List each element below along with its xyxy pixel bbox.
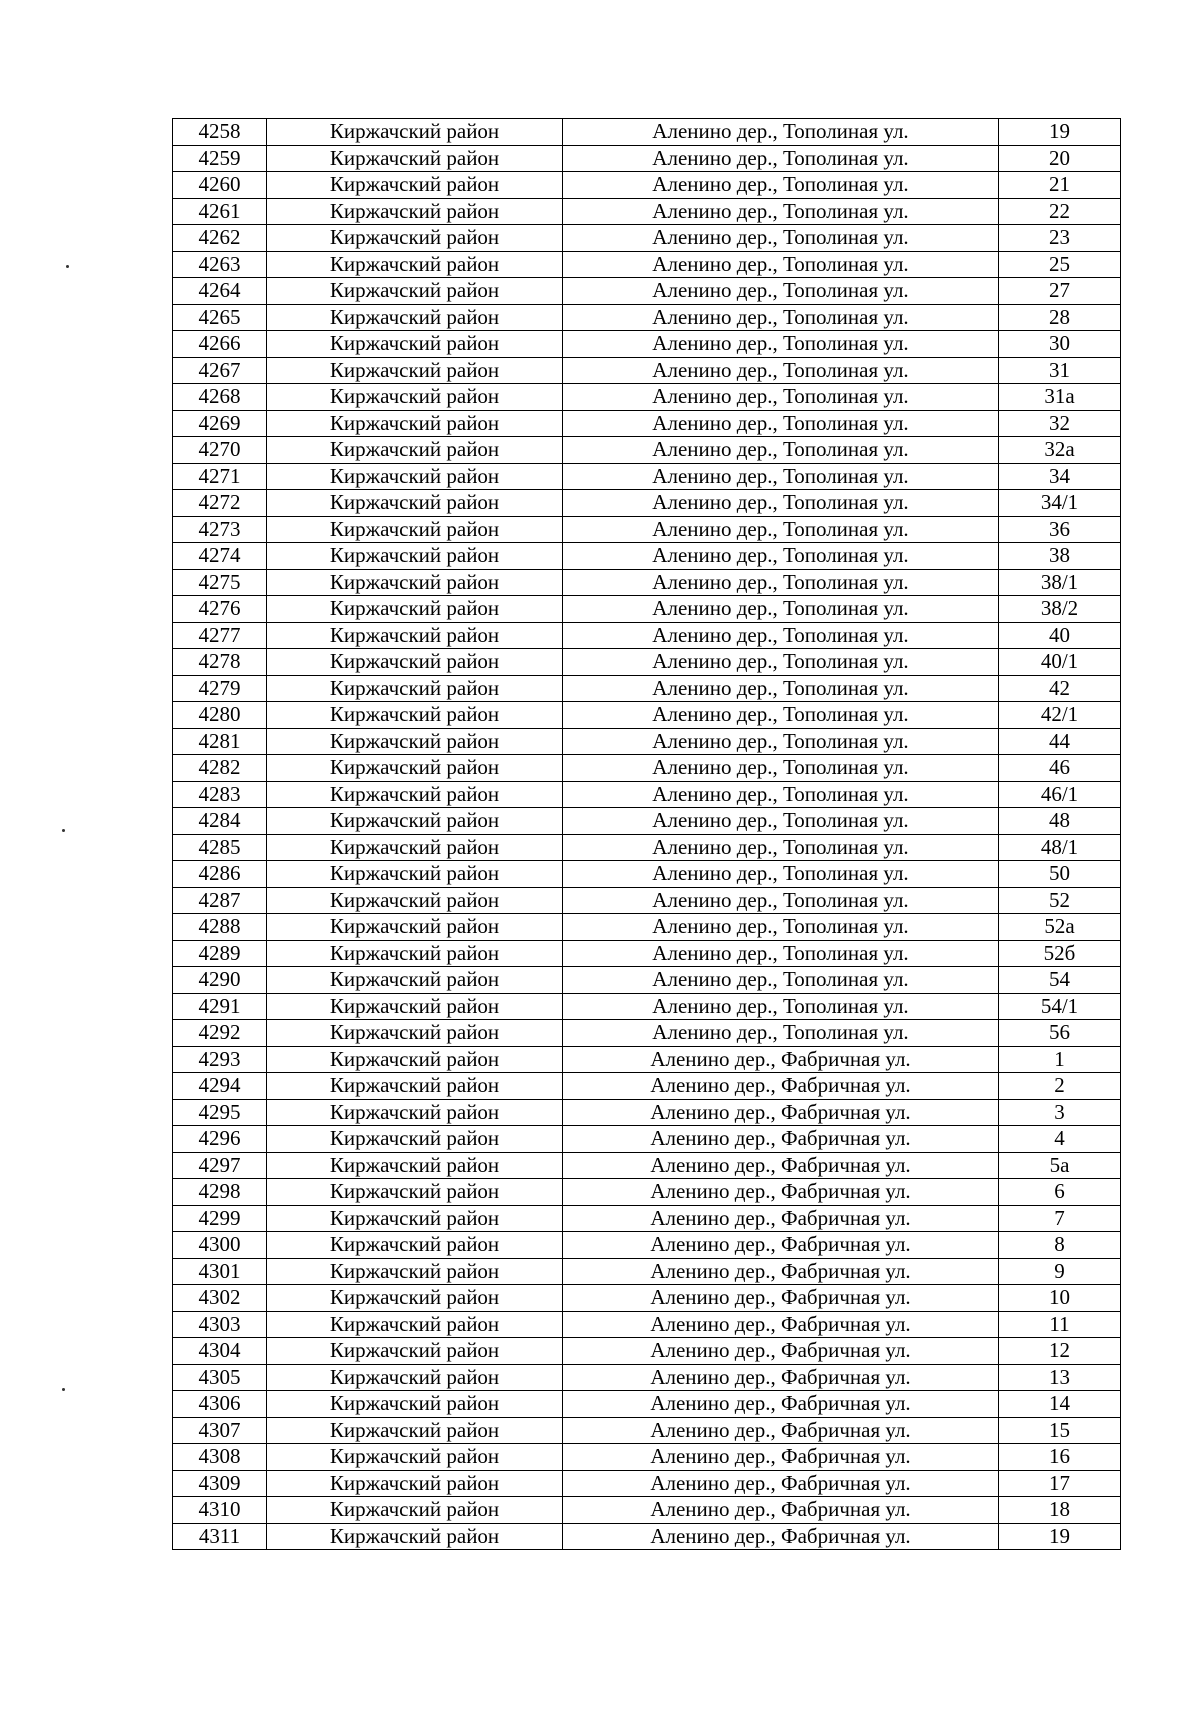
- row-number: 4303: [173, 1311, 267, 1338]
- house-number-cell: 10: [999, 1285, 1121, 1312]
- row-number: 4309: [173, 1470, 267, 1497]
- house-number-cell: 25: [999, 251, 1121, 278]
- table-row: [173, 702, 1121, 729]
- house-number-cell: 19: [999, 119, 1121, 146]
- district-cell: Киржачский район: [267, 198, 563, 225]
- table-row: [173, 1020, 1121, 1047]
- address-cell: Аленино дер., Тополиная ул.: [563, 198, 999, 225]
- row-number: 4272: [173, 490, 267, 517]
- row-number: 4302: [173, 1285, 267, 1312]
- row-number: 4267: [173, 357, 267, 384]
- row-number: 4270: [173, 437, 267, 464]
- district-cell: Киржачский район: [267, 463, 563, 490]
- row-number: 4299: [173, 1205, 267, 1232]
- district-cell: Киржачский район: [267, 490, 563, 517]
- row-number: 4304: [173, 1338, 267, 1365]
- row-number: 4286: [173, 861, 267, 888]
- row-number: 4285: [173, 834, 267, 861]
- address-cell: Аленино дер., Тополиная ул.: [563, 808, 999, 835]
- district-cell: Киржачский район: [267, 808, 563, 835]
- row-number: 4297: [173, 1152, 267, 1179]
- house-number-cell: 46/1: [999, 781, 1121, 808]
- address-cell: Аленино дер., Фабричная ул.: [563, 1232, 999, 1259]
- table-row: [173, 1497, 1121, 1524]
- district-cell: Киржачский район: [267, 1311, 563, 1338]
- table-row: [173, 914, 1121, 941]
- house-number-cell: 16: [999, 1444, 1121, 1471]
- district-cell: Киржачский район: [267, 357, 563, 384]
- house-number-cell: 54/1: [999, 993, 1121, 1020]
- table-row: [173, 1523, 1121, 1550]
- address-cell: Аленино дер., Тополиная ул.: [563, 755, 999, 782]
- district-cell: Киржачский район: [267, 1444, 563, 1471]
- house-number-cell: 52а: [999, 914, 1121, 941]
- address-cell: Аленино дер., Тополиная ул.: [563, 649, 999, 676]
- address-cell: Аленино дер., Фабричная ул.: [563, 1444, 999, 1471]
- table-row: [173, 1338, 1121, 1365]
- address-cell: Аленино дер., Тополиная ул.: [563, 357, 999, 384]
- address-cell: Аленино дер., Фабричная ул.: [563, 1311, 999, 1338]
- district-cell: Киржачский район: [267, 1338, 563, 1365]
- table-row: [173, 251, 1121, 278]
- address-cell: Аленино дер., Фабричная ул.: [563, 1338, 999, 1365]
- row-number: 4281: [173, 728, 267, 755]
- row-number: 4305: [173, 1364, 267, 1391]
- address-cell: Аленино дер., Фабричная ул.: [563, 1126, 999, 1153]
- house-number-cell: 31а: [999, 384, 1121, 411]
- table-row: [173, 1311, 1121, 1338]
- house-number-cell: 56: [999, 1020, 1121, 1047]
- district-cell: Киржачский район: [267, 914, 563, 941]
- table-row: [173, 516, 1121, 543]
- row-number: 4282: [173, 755, 267, 782]
- row-number: 4275: [173, 569, 267, 596]
- row-number: 4292: [173, 1020, 267, 1047]
- table-row: [173, 1152, 1121, 1179]
- house-number-cell: 5а: [999, 1152, 1121, 1179]
- house-number-cell: 1: [999, 1046, 1121, 1073]
- house-number-cell: 6: [999, 1179, 1121, 1206]
- row-number: 4262: [173, 225, 267, 252]
- address-cell: Аленино дер., Фабричная ул.: [563, 1497, 999, 1524]
- district-cell: Киржачский район: [267, 781, 563, 808]
- table-row: [173, 198, 1121, 225]
- address-cell: Аленино дер., Тополиная ул.: [563, 543, 999, 570]
- row-number: 4260: [173, 172, 267, 199]
- district-cell: Киржачский район: [267, 119, 563, 146]
- district-cell: Киржачский район: [267, 516, 563, 543]
- district-cell: Киржачский район: [267, 622, 563, 649]
- address-cell: Аленино дер., Тополиная ул.: [563, 993, 999, 1020]
- scan-speck: [62, 1388, 65, 1391]
- table-row: [173, 728, 1121, 755]
- house-number-cell: 21: [999, 172, 1121, 199]
- table-row: [173, 675, 1121, 702]
- row-number: 4296: [173, 1126, 267, 1153]
- district-cell: Киржачский район: [267, 1152, 563, 1179]
- row-number: 4283: [173, 781, 267, 808]
- district-cell: Киржачский район: [267, 543, 563, 570]
- address-cell: Аленино дер., Тополиная ул.: [563, 437, 999, 464]
- house-number-cell: 48/1: [999, 834, 1121, 861]
- house-number-cell: 28: [999, 304, 1121, 331]
- district-cell: Киржачский район: [267, 728, 563, 755]
- house-number-cell: 2: [999, 1073, 1121, 1100]
- house-number-cell: 44: [999, 728, 1121, 755]
- district-cell: Киржачский район: [267, 1417, 563, 1444]
- table-row: [173, 172, 1121, 199]
- address-cell: Аленино дер., Тополиная ул.: [563, 781, 999, 808]
- district-cell: Киржачский район: [267, 410, 563, 437]
- district-cell: Киржачский район: [267, 702, 563, 729]
- table-row: [173, 569, 1121, 596]
- row-number: 4307: [173, 1417, 267, 1444]
- district-cell: Киржачский район: [267, 569, 563, 596]
- table-row: [173, 940, 1121, 967]
- table-row: [173, 1073, 1121, 1100]
- table-row: [173, 1258, 1121, 1285]
- row-number: 4280: [173, 702, 267, 729]
- district-cell: Киржачский район: [267, 1470, 563, 1497]
- row-number: 4269: [173, 410, 267, 437]
- house-number-cell: 18: [999, 1497, 1121, 1524]
- address-registry-table: [172, 118, 1121, 1550]
- district-cell: Киржачский район: [267, 596, 563, 623]
- address-cell: Аленино дер., Тополиная ул.: [563, 331, 999, 358]
- district-cell: Киржачский район: [267, 1046, 563, 1073]
- district-cell: Киржачский район: [267, 1285, 563, 1312]
- table-row: [173, 1364, 1121, 1391]
- house-number-cell: 36: [999, 516, 1121, 543]
- row-number: 4273: [173, 516, 267, 543]
- house-number-cell: 3: [999, 1099, 1121, 1126]
- table-row: [173, 490, 1121, 517]
- row-number: 4263: [173, 251, 267, 278]
- address-cell: Аленино дер., Тополиная ул.: [563, 225, 999, 252]
- address-cell: Аленино дер., Тополиная ул.: [563, 516, 999, 543]
- row-number: 4266: [173, 331, 267, 358]
- district-cell: Киржачский район: [267, 675, 563, 702]
- row-number: 4308: [173, 1444, 267, 1471]
- district-cell: Киржачский район: [267, 967, 563, 994]
- address-cell: Аленино дер., Тополиная ул.: [563, 172, 999, 199]
- table-row: [173, 781, 1121, 808]
- house-number-cell: 38/1: [999, 569, 1121, 596]
- district-cell: Киржачский район: [267, 1205, 563, 1232]
- table-row: [173, 331, 1121, 358]
- row-number: 4289: [173, 940, 267, 967]
- house-number-cell: 27: [999, 278, 1121, 305]
- row-number: 4311: [173, 1523, 267, 1550]
- address-cell: Аленино дер., Фабричная ул.: [563, 1152, 999, 1179]
- district-cell: Киржачский район: [267, 145, 563, 172]
- house-number-cell: 17: [999, 1470, 1121, 1497]
- table-row: [173, 1205, 1121, 1232]
- address-cell: Аленино дер., Фабричная ул.: [563, 1073, 999, 1100]
- address-cell: Аленино дер., Фабричная ул.: [563, 1258, 999, 1285]
- table-row: [173, 437, 1121, 464]
- row-number: 4288: [173, 914, 267, 941]
- row-number: 4278: [173, 649, 267, 676]
- address-cell: Аленино дер., Тополиная ул.: [563, 622, 999, 649]
- house-number-cell: 30: [999, 331, 1121, 358]
- table-row: [173, 119, 1121, 146]
- address-cell: Аленино дер., Тополиная ул.: [563, 702, 999, 729]
- address-cell: Аленино дер., Тополиная ул.: [563, 1020, 999, 1047]
- table-row: [173, 145, 1121, 172]
- district-cell: Киржачский район: [267, 437, 563, 464]
- table-row: [173, 1126, 1121, 1153]
- table-row: [173, 1417, 1121, 1444]
- table-row: [173, 225, 1121, 252]
- address-cell: Аленино дер., Фабричная ул.: [563, 1523, 999, 1550]
- address-cell: Аленино дер., Тополиная ул.: [563, 914, 999, 941]
- address-cell: Аленино дер., Тополиная ул.: [563, 861, 999, 888]
- row-number: 4274: [173, 543, 267, 570]
- house-number-cell: 12: [999, 1338, 1121, 1365]
- table-row: [173, 1285, 1121, 1312]
- row-number: 4290: [173, 967, 267, 994]
- district-cell: Киржачский район: [267, 1126, 563, 1153]
- district-cell: Киржачский район: [267, 331, 563, 358]
- table-body: [173, 119, 1121, 1550]
- house-number-cell: 20: [999, 145, 1121, 172]
- district-cell: Киржачский район: [267, 940, 563, 967]
- address-cell: Аленино дер., Фабричная ул.: [563, 1470, 999, 1497]
- table-row: [173, 993, 1121, 1020]
- address-cell: Аленино дер., Фабричная ул.: [563, 1205, 999, 1232]
- address-cell: Аленино дер., Тополиная ул.: [563, 251, 999, 278]
- address-cell: Аленино дер., Тополиная ул.: [563, 728, 999, 755]
- district-cell: Киржачский район: [267, 1232, 563, 1259]
- district-cell: Киржачский район: [267, 1497, 563, 1524]
- table-row: [173, 357, 1121, 384]
- district-cell: Киржачский район: [267, 1179, 563, 1206]
- house-number-cell: 7: [999, 1205, 1121, 1232]
- house-number-cell: 22: [999, 198, 1121, 225]
- house-number-cell: 19: [999, 1523, 1121, 1550]
- row-number: 4291: [173, 993, 267, 1020]
- address-cell: Аленино дер., Тополиная ул.: [563, 596, 999, 623]
- district-cell: Киржачский район: [267, 834, 563, 861]
- row-number: 4284: [173, 808, 267, 835]
- district-cell: Киржачский район: [267, 251, 563, 278]
- house-number-cell: 4: [999, 1126, 1121, 1153]
- house-number-cell: 42: [999, 675, 1121, 702]
- district-cell: Киржачский район: [267, 384, 563, 411]
- row-number: 4271: [173, 463, 267, 490]
- row-number: 4294: [173, 1073, 267, 1100]
- address-cell: Аленино дер., Тополиная ул.: [563, 940, 999, 967]
- scan-speck: [66, 265, 69, 268]
- table-row: [173, 1444, 1121, 1471]
- address-cell: Аленино дер., Фабричная ул.: [563, 1391, 999, 1418]
- district-cell: Киржачский район: [267, 1523, 563, 1550]
- row-number: 4310: [173, 1497, 267, 1524]
- table-row: [173, 304, 1121, 331]
- district-cell: Киржачский район: [267, 304, 563, 331]
- row-number: 4265: [173, 304, 267, 331]
- table-row: [173, 543, 1121, 570]
- address-cell: Аленино дер., Тополиная ул.: [563, 145, 999, 172]
- house-number-cell: 8: [999, 1232, 1121, 1259]
- district-cell: Киржачский район: [267, 1364, 563, 1391]
- house-number-cell: 34: [999, 463, 1121, 490]
- house-number-cell: 48: [999, 808, 1121, 835]
- house-number-cell: 34/1: [999, 490, 1121, 517]
- address-cell: Аленино дер., Фабричная ул.: [563, 1285, 999, 1312]
- table-row: [173, 463, 1121, 490]
- district-cell: Киржачский район: [267, 225, 563, 252]
- row-number: 4295: [173, 1099, 267, 1126]
- district-cell: Киржачский район: [267, 1073, 563, 1100]
- house-number-cell: 50: [999, 861, 1121, 888]
- address-cell: Аленино дер., Фабричная ул.: [563, 1364, 999, 1391]
- table-row: [173, 1232, 1121, 1259]
- house-number-cell: 46: [999, 755, 1121, 782]
- address-cell: Аленино дер., Тополиная ул.: [563, 463, 999, 490]
- table-row: [173, 1391, 1121, 1418]
- house-number-cell: 32: [999, 410, 1121, 437]
- house-number-cell: 13: [999, 1364, 1121, 1391]
- address-cell: Аленино дер., Фабричная ул.: [563, 1417, 999, 1444]
- row-number: 4259: [173, 145, 267, 172]
- district-cell: Киржачский район: [267, 887, 563, 914]
- house-number-cell: 42/1: [999, 702, 1121, 729]
- table-row: [173, 384, 1121, 411]
- table-row: [173, 1046, 1121, 1073]
- district-cell: Киржачский район: [267, 1258, 563, 1285]
- row-number: 4258: [173, 119, 267, 146]
- address-cell: Аленино дер., Фабричная ул.: [563, 1046, 999, 1073]
- scan-speck: [62, 829, 65, 832]
- house-number-cell: 38/2: [999, 596, 1121, 623]
- row-number: 4276: [173, 596, 267, 623]
- district-cell: Киржачский район: [267, 755, 563, 782]
- row-number: 4287: [173, 887, 267, 914]
- house-number-cell: 14: [999, 1391, 1121, 1418]
- house-number-cell: 31: [999, 357, 1121, 384]
- table-row: [173, 649, 1121, 676]
- table-row: [173, 808, 1121, 835]
- address-cell: Аленино дер., Тополиная ул.: [563, 569, 999, 596]
- address-cell: Аленино дер., Фабричная ул.: [563, 1179, 999, 1206]
- district-cell: Киржачский район: [267, 993, 563, 1020]
- row-number: 4268: [173, 384, 267, 411]
- address-cell: Аленино дер., Тополиная ул.: [563, 278, 999, 305]
- house-number-cell: 40/1: [999, 649, 1121, 676]
- address-cell: Аленино дер., Тополиная ул.: [563, 490, 999, 517]
- address-cell: Аленино дер., Тополиная ул.: [563, 834, 999, 861]
- row-number: 4293: [173, 1046, 267, 1073]
- district-cell: Киржачский район: [267, 278, 563, 305]
- district-cell: Киржачский район: [267, 649, 563, 676]
- address-cell: Аленино дер., Тополиная ул.: [563, 119, 999, 146]
- table-row: [173, 622, 1121, 649]
- table-row: [173, 1099, 1121, 1126]
- row-number: 4306: [173, 1391, 267, 1418]
- table-row: [173, 834, 1121, 861]
- row-number: 4301: [173, 1258, 267, 1285]
- table-row: [173, 887, 1121, 914]
- table-row: [173, 861, 1121, 888]
- district-cell: Киржачский район: [267, 1099, 563, 1126]
- address-cell: Аленино дер., Тополиная ул.: [563, 384, 999, 411]
- row-number: 4300: [173, 1232, 267, 1259]
- house-number-cell: 15: [999, 1417, 1121, 1444]
- address-cell: Аленино дер., Тополиная ул.: [563, 675, 999, 702]
- house-number-cell: 54: [999, 967, 1121, 994]
- district-cell: Киржачский район: [267, 1020, 563, 1047]
- table-row: [173, 596, 1121, 623]
- table-row: [173, 278, 1121, 305]
- district-cell: Киржачский район: [267, 1391, 563, 1418]
- house-number-cell: 9: [999, 1258, 1121, 1285]
- table-row: [173, 967, 1121, 994]
- address-cell: Аленино дер., Тополиная ул.: [563, 887, 999, 914]
- row-number: 4264: [173, 278, 267, 305]
- table-row: [173, 1179, 1121, 1206]
- district-cell: Киржачский район: [267, 861, 563, 888]
- district-cell: Киржачский район: [267, 172, 563, 199]
- address-cell: Аленино дер., Фабричная ул.: [563, 1099, 999, 1126]
- table-row: [173, 1470, 1121, 1497]
- row-number: 4277: [173, 622, 267, 649]
- address-cell: Аленино дер., Тополиная ул.: [563, 967, 999, 994]
- row-number: 4261: [173, 198, 267, 225]
- row-number: 4298: [173, 1179, 267, 1206]
- table-row: [173, 755, 1121, 782]
- house-number-cell: 40: [999, 622, 1121, 649]
- house-number-cell: 23: [999, 225, 1121, 252]
- house-number-cell: 52: [999, 887, 1121, 914]
- table-row: [173, 410, 1121, 437]
- address-cell: Аленино дер., Тополиная ул.: [563, 304, 999, 331]
- house-number-cell: 38: [999, 543, 1121, 570]
- row-number: 4279: [173, 675, 267, 702]
- house-number-cell: 32а: [999, 437, 1121, 464]
- address-cell: Аленино дер., Тополиная ул.: [563, 410, 999, 437]
- house-number-cell: 52б: [999, 940, 1121, 967]
- house-number-cell: 11: [999, 1311, 1121, 1338]
